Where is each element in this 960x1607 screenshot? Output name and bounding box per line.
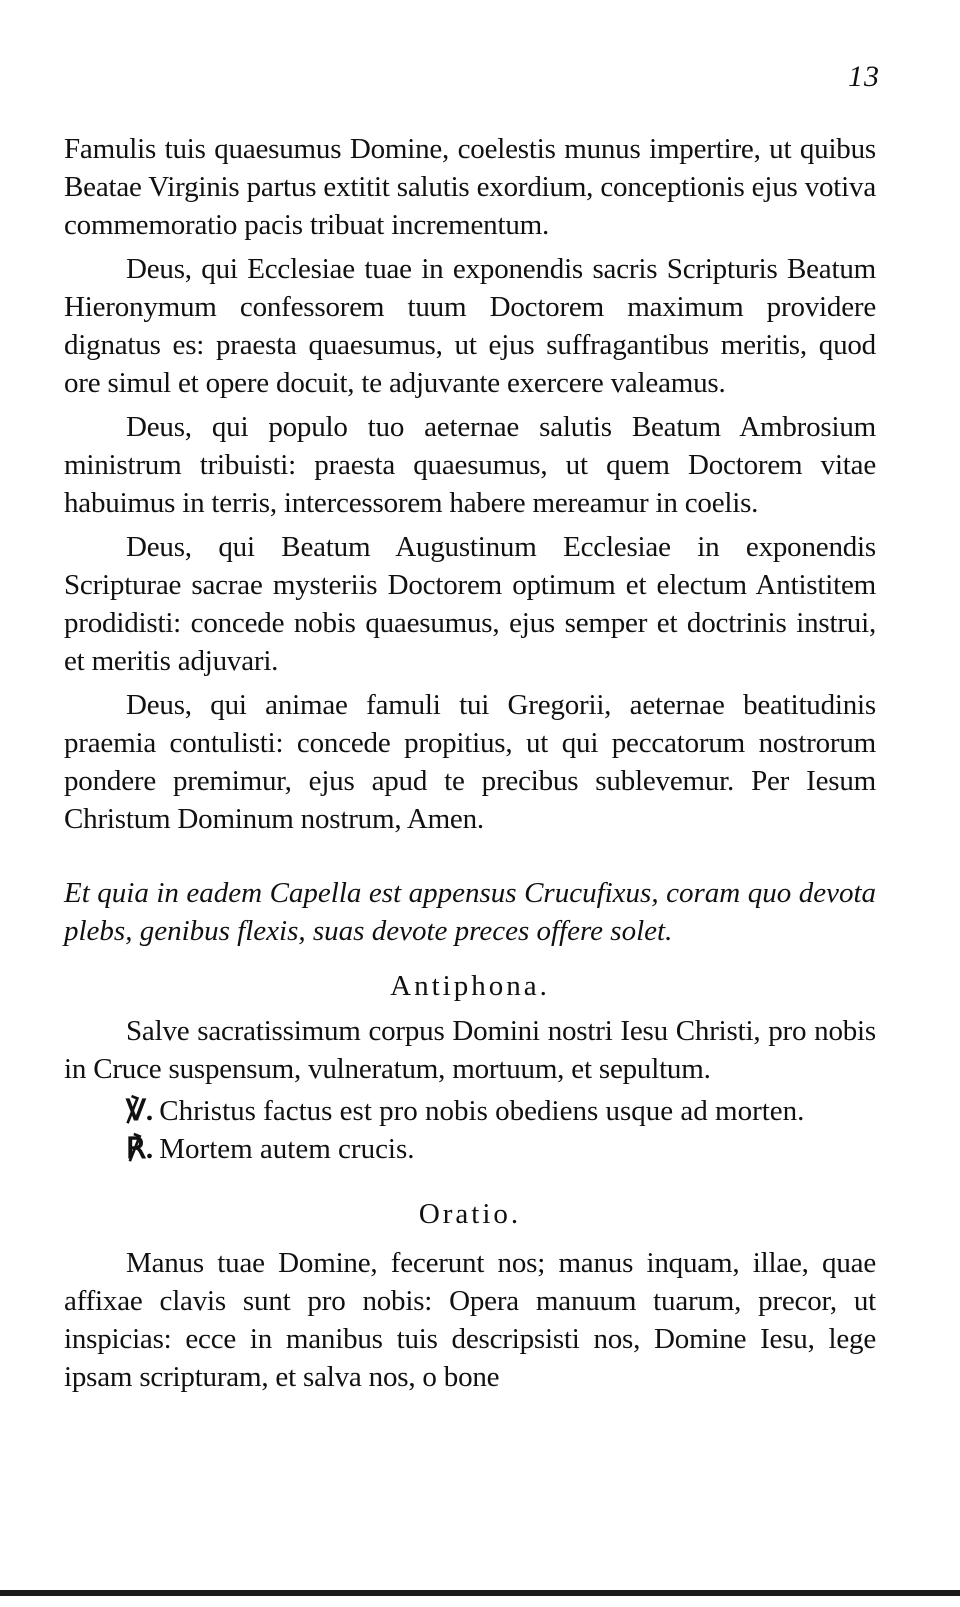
page-number: 13 [848, 60, 880, 93]
versicle-line [64, 1092, 876, 1130]
versicle-text: Christus factus est pro nobis obediens usque ad morten. [159, 1095, 805, 1127]
prayer-paragraph-4: Deus, qui Beatum Augustinum Ecclesiae in exponendis Scripturae sacrae mysteriis Doctorem optimum et electum Antistitem prodidisti: concede nobis quaesumus, ejus semper et doctrinis instrui, et meritis adjuvari. [64, 531, 876, 677]
response-line [64, 1130, 876, 1168]
rubric-instruction: Et quia in eadem Capella est appensus Crucufixus, coram quo devota plebs, genibus flexis, suas devote preces offere solet. [64, 877, 876, 947]
response-text: Mortem autem crucis. [159, 1133, 415, 1165]
antiphona-text: Salve sacratissimum corpus Domini nostri Iesu Christi, pro nobis in Cruce suspensum, vulneratum, mortuum, et sepultum. [64, 1015, 876, 1085]
prayer-paragraph-3: Deus, qui populo tuo aeternae salutis Beatum Ambrosium ministrum tribuisti: praesta quaesumus, ut quem Doctorem vitae habuimus in terris, intercessorem habere mereamur in coelis. [64, 411, 876, 519]
prayer-paragraph-2: Deus, qui Ecclesiae tuae in exponendis sacris Scripturis Beatum Hieronymum confessorem tuum Doctorem maximum providere dignatus es: praesta quaesumus, ut ejus suffragantibus meritis, quod ore simul et opere docuit, te adjuvante exercere valeamus. [64, 253, 876, 399]
bottom-edge-rule [0, 1590, 960, 1596]
oratio-heading: Oratio. [418, 1198, 522, 1230]
prayer-paragraph-1: Famulis tuis quaesumus Domine, coelestis munus impertire, ut quibus Beatae Virginis partus extitit salutis exordium, conceptionis ejus votiva commemoratio pacis tribuat incrementum. [64, 133, 876, 241]
versicle-symbol: ℣. [126, 1095, 154, 1127]
text-column [64, 130, 876, 1396]
oratio-text: Manus tuae Domine, fecerunt nos; manus inquam, illae, quae affixae clavis sunt pro nobis: Opera manuum tuarum, precor, ut inspicias: ecce in manibus tuis descripsisti nos, Domine Iesu, lege ipsam scripturam, et salva nos, o bone [64, 1247, 876, 1393]
prayer-paragraph-5: Deus, qui animae famuli tui Gregorii, aeternae beatitudinis praemia contulisti: concede propitius, ut qui peccatorum nostrorum pondere premimur, ejus apud te precibus sublevemur. Per Iesum Christum Dominum nostrum, Amen. [64, 689, 876, 835]
antiphona-heading: Antiphona. [390, 970, 550, 1002]
response-symbol: ℟. [126, 1133, 154, 1165]
